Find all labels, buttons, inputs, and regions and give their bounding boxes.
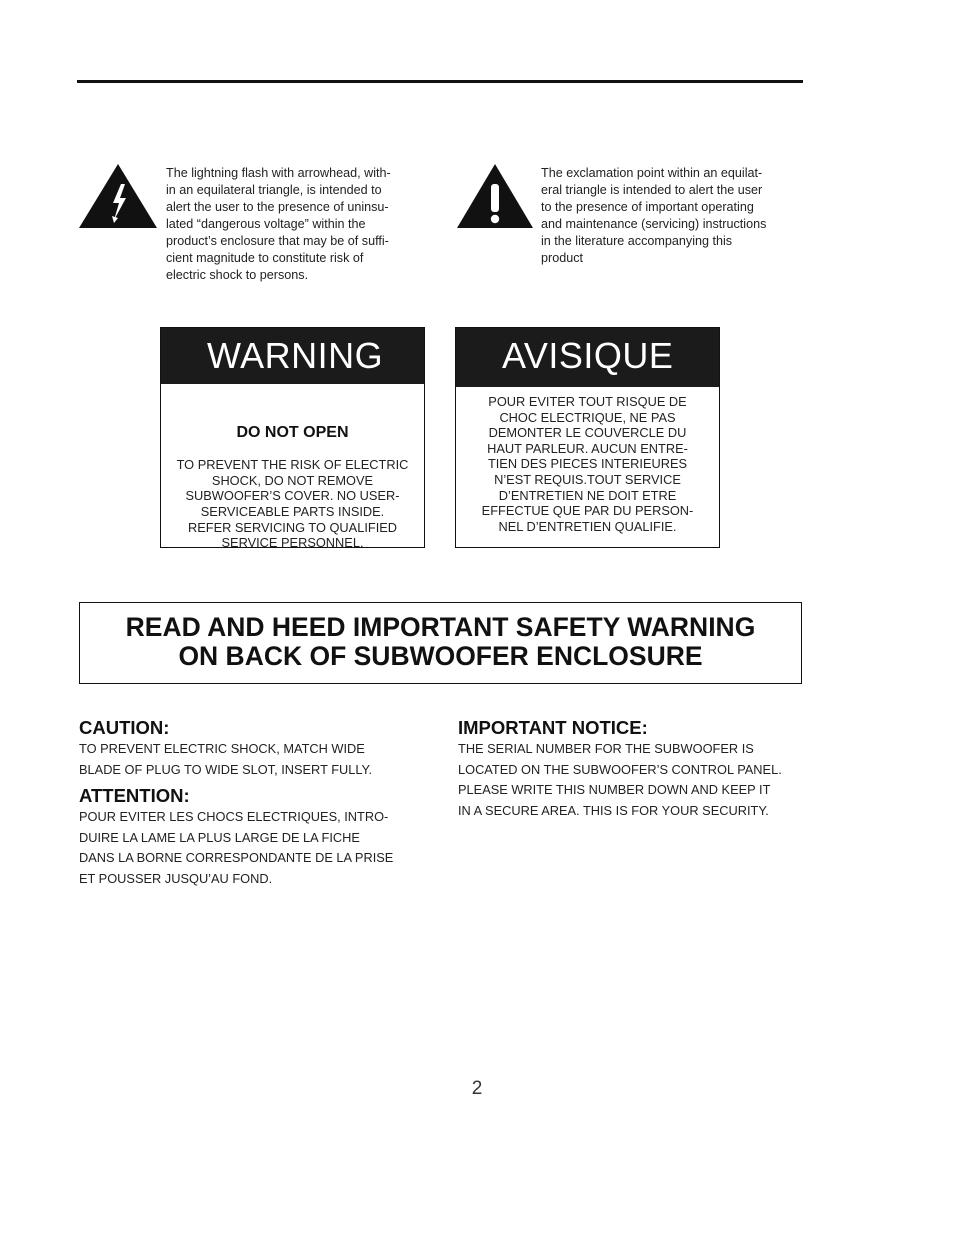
caution-text: TO PREVENT ELECTRIC SHOCK, MATCH WIDE BLADE OF PLUG TO WIDE SLOT, INSERT FULLY. (79, 741, 372, 777)
lightning-symbol-description: The lightning flash with arrowhead, with- in an equilateral triangle, is intended to alert the user to the presence of uninsu- lated “dangerous voltage” within the product’s enclosure that may be of suffi- cient magnitude to constitute risk of electric shock to persons. (166, 166, 391, 282)
safety-warning-banner (79, 602, 802, 684)
page-number: 2 (471, 1078, 483, 1099)
warning-subtitle: DO NOT OPEN (236, 423, 349, 441)
caution-heading: CAUTION: (79, 717, 170, 738)
avisique-box (455, 327, 720, 548)
banner-line-2: ON BACK OF SUBWOOFER ENCLOSURE (178, 641, 703, 671)
top-rule (77, 80, 803, 83)
lightning-triangle-icon (77, 162, 159, 230)
attention-text: POUR EVITER LES CHOCS ELECTRIQUES, INTRO- DUIRE LA LAME LA PLUS LARGE DE LA FICHE DANS LA BORNE CORRESPONDANTE DE LA PRISE ET POUSSER JUSQU’AU FOND. (79, 809, 394, 886)
warning-body: TO PREVENT THE RISK OF ELECTRIC SHOCK, DO NOT REMOVE SUBWOOFER’S COVER. NO USER- SERVICEABLE PARTS INSIDE. REFER SERVICING TO QUALIFIED SERVICE PERSONNEL. (176, 457, 409, 551)
exclamation-symbol-description: The exclamation point within an equilat- eral triangle is intended to alert the user to the presence of important operating and maintenance (servicing) instructions in the literature accompanying this product (541, 166, 767, 265)
avisique-title: AVISIQUE (456, 328, 719, 387)
avisique-body: POUR EVITER TOUT RISQUE DE CHOC ELECTRIQUE, NE PAS DEMONTER LE COUVERCLE DU HAUT PARLEUR. AUCUN ENTRE- TIEN DES PIECES INTERIEURES N’EST REQUIS.TOUT SERVICE D’ENTRETIEN NE DOIT ETRE EFFECTUE QUE PAR DU PERSON- NEL D’ENTRETIEN QUALIFIE. (481, 394, 694, 534)
important-notice-heading: IMPORTANT NOTICE: (458, 717, 648, 738)
warning-box (160, 327, 425, 551)
banner-line-1: READ AND HEED IMPORTANT SAFETY WARNING (125, 612, 756, 642)
warning-title: WARNING (161, 328, 424, 384)
exclamation-triangle-icon (455, 162, 535, 230)
warning-body-container (161, 384, 424, 566)
attention-heading: ATTENTION: (79, 785, 190, 806)
important-notice-text: THE SERIAL NUMBER FOR THE SUBWOOFER IS LOCATED ON THE SUBWOOFER’S CONTROL PANEL. PLEASE WRITE THIS NUMBER DOWN AND KEEP IT IN A SECURE AREA. THIS IS FOR YOUR SECURITY. (458, 741, 782, 818)
